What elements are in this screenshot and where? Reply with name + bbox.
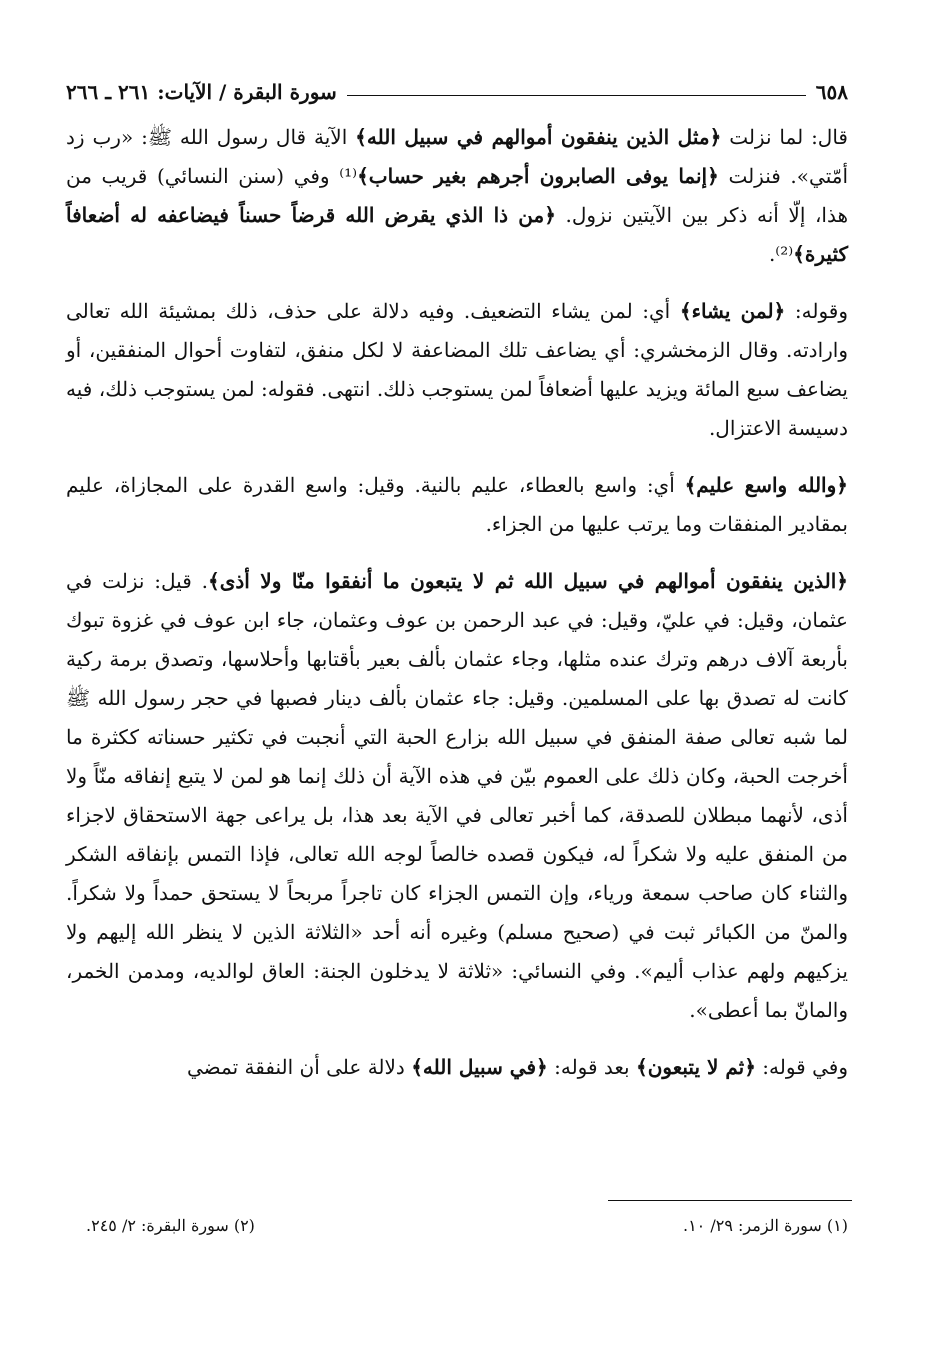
- paragraph-gap: [66, 274, 848, 292]
- paragraph-5: [66, 1048, 848, 1087]
- paragraph-3: [66, 466, 848, 544]
- text-run: قال: لما نزلت: [721, 125, 848, 149]
- page-header: [66, 74, 848, 110]
- paragraph-gap: [66, 544, 848, 562]
- quran-quote: ﴿والله واسع عليم﴾: [684, 473, 848, 497]
- text-run: . قيل: نزلت في عثمان، وقيل: في عليّ، وقيل: في عبد الرحمن بن عوف وعثمان، جاء ابن عوف في غزوة تبوك بأربعة آلاف درهم وترك عنده مثلها، وجاء عثمان بألف بعير بأقتابها وأحلاسها، وتصدق برمة ركية كانت له تصدق بها على المسلمين. وقيل: جاء عثمان بألف دينار فصبها في حجر رسول الله ﷺ لما شبه تعالى صفة المنفق في سبيل الله بزارع الحبة التي أنجبت في تكثير حسناته ككثرة ما أخرجت الحبة، وكان ذلك على العموم بيّن في هذه الآية أن ذلك إنما هو لمن لا يتبع إنفاقه منّاً ولا أذى، لأنهما مبطلان للصدقة، كما أخبر تعالى في الآية بعد هذا، بل يراعى جهة الاستحقاق لاجزاء من المنفق عليه ولا شكراً له، فيكون قصده خالصاً لوجه الله تعالى، فإذا التمس بإنفاقه الشكر والثناء كان صاحب سمعة ورياء، وإن التمس الجزاء كان تاجراً مربحاً لا يستحق حمداً ولا شكراً. والمنّ من الكبائر ثبت في (صحيح مسلم) وغيره أنه أحد «الثلاثة الذين لا ينظر الله إليهم ولا يزكيهم ولهم عذاب أليم». وفي النسائي: «ثلاثة لا يدخلون الجنة: العاق لوالديه، ومدمن الخمر، والمانّ بما أعطى».: [66, 569, 848, 1022]
- quran-quote: ﴿ثم لا يتبعون﴾: [635, 1055, 756, 1079]
- text-run: ⁽²⁾.: [768, 242, 794, 266]
- text-run: ⁽¹⁾ وفي (سنن النسائي) قريب من هذا، إلّا أنه ذكر بين الآيتين نزول.: [66, 164, 848, 227]
- paragraph-gap: [66, 1030, 848, 1048]
- page-body: [66, 118, 848, 1087]
- text-run: أي: لمن يشاء التضعيف. وفيه دلالة على حذف، ذلك بمشيئة الله تعالى وارادته. وقال الزمخشري: أي يضاعف تلك المضاعفة لا لكل منفق، لتفاوت أحوال المنفقين، أو يضاعف سبع المائة ويزيد عليها أضعافاً لمن يستوجب ذلك. انتهى. فقوله: لمن يستوجب ذلك، فيه دسيسة الاعتزال.: [66, 299, 848, 440]
- footnote-1: (١) سورة الزمر: ٢٩/ ١٠.: [682, 1216, 848, 1235]
- page-number: ٦٥٨: [815, 80, 848, 104]
- footnote-2: (٢) سورة البقرة: ٢/ ٢٤٥.: [86, 1216, 255, 1235]
- paragraph-2: [66, 292, 848, 448]
- text-run: وقوله:: [785, 299, 848, 323]
- quran-quote: ﴿في سبيل الله﴾: [411, 1055, 548, 1079]
- text-run: الآية قال رسول الله ﷺ: «رب زد أمّتي». فنزلت: [66, 125, 849, 188]
- quran-quote: ﴿إنما يوفى الصابرون أجرهم بغير حساب﴾: [357, 164, 719, 188]
- text-run: دلالة على أن النفقة تمضي: [187, 1055, 412, 1079]
- paragraph-1: [66, 118, 848, 274]
- quran-quote: ﴿من ذا الذي يقرض الله قرضاً حسناً فيضاعفه له أضعافاً كثيرة﴾: [66, 203, 848, 266]
- paragraph-4: [66, 562, 848, 1030]
- header-rule: [347, 95, 806, 96]
- quran-quote: ﴿مثل الذين ينفقون أموالهم في سبيل الله﴾: [355, 125, 722, 149]
- footnote-rule: [608, 1200, 852, 1201]
- quran-quote: ﴿الذين ينفقون أموالهم في سبيل الله ثم لا يتبعون ما أنفقوا منّا ولا أذى﴾: [208, 569, 848, 593]
- quran-quote: ﴿لمن يشاء﴾: [679, 299, 786, 323]
- footnotes: [86, 1216, 848, 1235]
- text-run: وفي قوله:: [755, 1055, 848, 1079]
- text-run: أي: واسع بالعطاء، عليم بالنية. وقيل: واسع القدرة على المجازاة، عليم بمقادير المنفقات وما يرتب عليها من الجزاء.: [66, 473, 848, 536]
- text-run: بعد قوله:: [547, 1055, 636, 1079]
- paragraph-gap: [66, 448, 848, 466]
- running-title: سورة البقرة / الآيات: ٢٦١ ـ ٢٦٦: [66, 80, 337, 104]
